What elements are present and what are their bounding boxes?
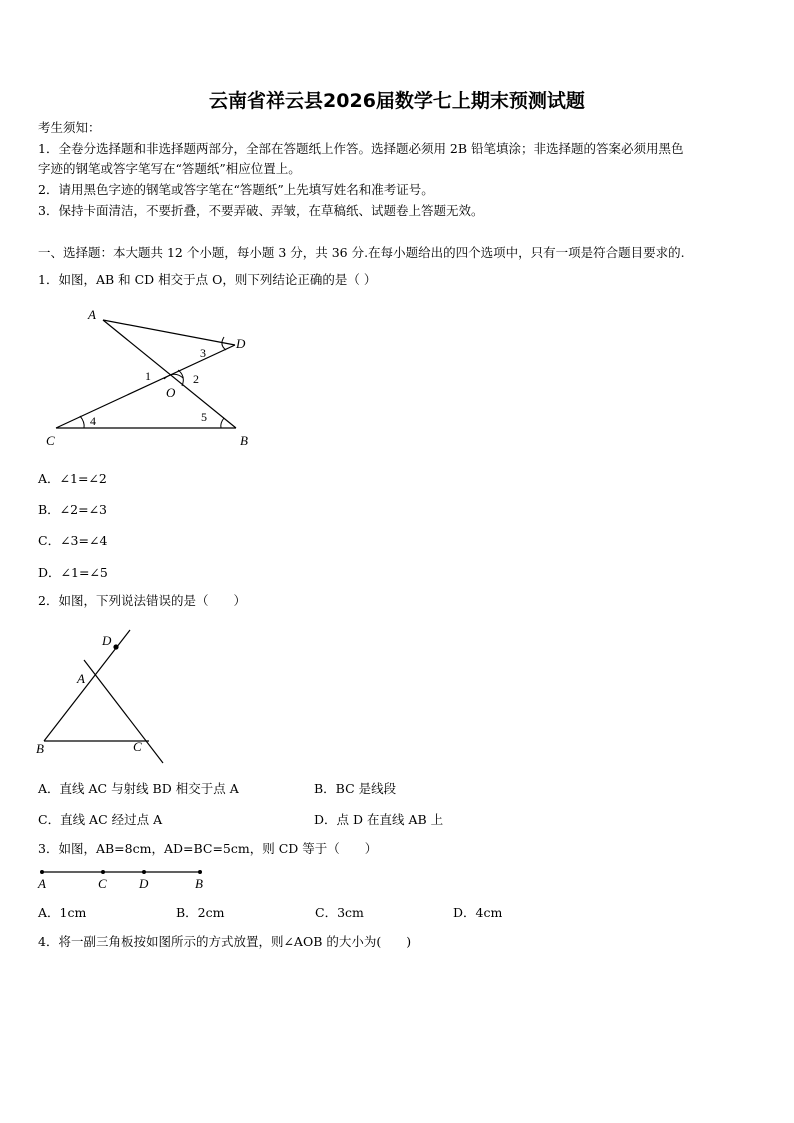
line-ac	[84, 660, 163, 763]
page-title: 云南省祥云县2026届数学七上期末预测试题	[209, 90, 585, 112]
question-2-option-a: A．直线 AC 与射线 BD 相交于点 A	[38, 781, 239, 796]
angle-5-arc	[221, 418, 224, 428]
point-label-d: D	[102, 633, 112, 648]
question-3-option-d: D．4cm	[453, 905, 503, 920]
point-a-dot	[40, 870, 44, 874]
angle-4-arc	[80, 416, 84, 428]
question-3-option-c: C．3cm	[315, 905, 364, 920]
question-1-option-b: B．∠2=∠3	[38, 502, 108, 517]
point-label-b: B	[36, 741, 44, 756]
notice-item-2: 2．请用黑色字迹的钢笔或答字笔在“答题纸”上先填写姓名和准考证号。	[38, 182, 434, 197]
angle-label-1: 1	[145, 369, 151, 383]
question-1-option-d: D．∠1=∠5	[38, 565, 108, 580]
point-label-a: A	[38, 876, 46, 891]
question-2-option-c: C．直线 AC 经过点 A	[38, 812, 163, 827]
section-heading: 一、选择题：本大题共 12 个小题，每小题 3 分，共 36 分.在每小题给出的四个选项中，只有一项是符合题目要求的.	[38, 245, 685, 260]
question-3-stem: 3．如图，AB=8cm，AD=BC=5cm，则 CD 等于（ ）	[38, 841, 378, 856]
notice-item-3: 3．保持卡面清洁，不要折叠，不要弄破、弄皱，在草稿纸、试题卷上答题无效。	[38, 203, 484, 218]
question-2-stem: 2．如图，下列说法错误的是（ ）	[38, 593, 246, 608]
angle-label-2: 2	[193, 372, 199, 386]
question-2-figure	[32, 620, 192, 770]
point-label-c: C	[133, 739, 142, 754]
point-b-dot	[198, 870, 202, 874]
question-4-stem: 4．将一副三角板按如图所示的方式放置，则∠AOB 的大小为( )	[38, 934, 412, 949]
point-d-dot	[113, 644, 118, 649]
question-2-option-d: D．点 D 在直线 AB 上	[314, 812, 444, 827]
point-label-a: A	[88, 307, 96, 322]
angle-label-4: 4	[90, 414, 96, 428]
question-2-option-b: B．BC 是线段	[314, 781, 397, 796]
point-d-dot	[142, 870, 146, 874]
question-1-figure	[38, 300, 278, 455]
angle-label-3: 3	[200, 346, 206, 360]
notice-item-1-line-1: 1．全卷分选择题和非选择题两部分，全部在答题纸上作答。选择题必须用 2B 铅笔填涂；非选择题的答案必须用黑色	[38, 141, 684, 156]
point-label-d: D	[139, 876, 149, 891]
point-label-a: A	[77, 671, 85, 686]
line-cd	[56, 345, 235, 428]
point-label-b: B	[195, 876, 203, 891]
question-1-option-c: C．∠3=∠4	[38, 533, 108, 548]
question-3-option-a: A．1cm	[38, 905, 87, 920]
point-label-b: B	[240, 433, 248, 448]
angle-label-5: 5	[201, 410, 207, 424]
notice-item-1-line-2: 字迹的钢笔或答字笔写在“答题纸”相应位置上。	[38, 161, 301, 176]
point-label-c: C	[46, 433, 55, 448]
notice-heading: 考生须知：	[38, 120, 101, 135]
point-label-d: D	[236, 336, 246, 351]
question-1-stem: 1．如图，AB 和 CD 相交于点 O，则下列结论正确的是（ ）	[38, 272, 377, 287]
question-3-figure	[34, 864, 214, 894]
point-label-o: O	[166, 385, 176, 400]
question-3-option-b: B．2cm	[176, 905, 225, 920]
point-label-c: C	[98, 876, 107, 891]
point-c-dot	[101, 870, 105, 874]
question-1-option-a: A．∠1=∠2	[38, 471, 107, 486]
line-ab	[103, 320, 236, 428]
line-ad	[103, 320, 235, 345]
